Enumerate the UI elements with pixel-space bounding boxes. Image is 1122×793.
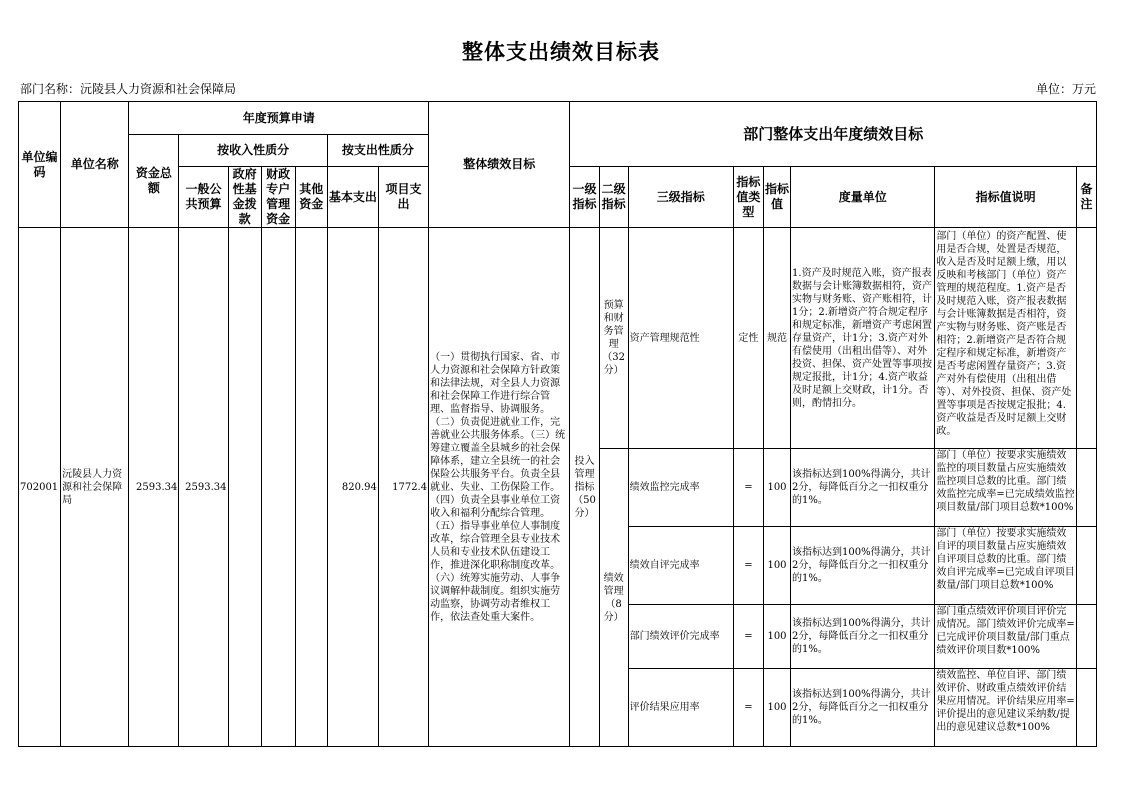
indicator-desc-text: 部门重点绩效评价项目评价完成情况。部门绩效评价完成率=已完成评价项目数量/部门重点绩效评价项目数*100% (936, 606, 1075, 656)
header-by-expense: 按支出性质分 (327, 135, 428, 167)
remark-cell (1076, 527, 1096, 605)
header-indicator-type: 指标值类型 (733, 167, 763, 228)
header-remark: 备注 (1076, 167, 1096, 228)
header-other-fund: 其他资金 (295, 167, 327, 228)
indicator-desc-cell (935, 527, 1076, 605)
header-indicator-value: 指标值 (763, 167, 790, 228)
lvl3-cell: 资产管理规范性 (628, 228, 733, 449)
header-gov-fund: 政府性基金拨款 (228, 167, 261, 228)
department-name: 部门名称：沅陵县人力资源和社会保障局 (20, 82, 237, 96)
special-fund-cell (261, 228, 295, 747)
lvl3-cell: 绩效监控完成率 (628, 449, 733, 527)
measure-unit-cell: 该指标达到100%得满分，共计2分，每降低百分之一扣权重分的1%。 (791, 669, 935, 747)
indicator-desc-text: 部门（单位）按要求实施绩效监控的项目数量占应实施绩效监控项目总数的比重。部门绩效监控完成率=已完成绩效监控项目数量/部门项目总数*100% (936, 450, 1075, 513)
header-unit-code: 单位编码 (19, 102, 61, 228)
unit-code-cell: 702001 (19, 228, 61, 747)
lvl2-cell: 绩效管理（8分） (599, 449, 628, 747)
indicator-type-cell: = (733, 669, 763, 747)
indicator-value-cell: 100 (763, 669, 790, 747)
header-annual-budget: 年度预算申请 (129, 102, 429, 135)
remark-cell (1076, 228, 1096, 449)
page-title: 整体支出绩效目标表 (462, 40, 660, 64)
lvl3-cell: 绩效自评完成率 (628, 527, 733, 605)
header-total-funds: 资金总额 (129, 135, 179, 228)
currency-unit: 单位：万元 (1035, 82, 1096, 96)
indicator-value-cell: 100 (763, 527, 790, 605)
indicator-type-cell: = (733, 605, 763, 669)
performance-table-wrapper (18, 101, 1097, 746)
header-lvl3: 三级指标 (628, 167, 733, 228)
indicator-value-cell: 规范 (763, 228, 790, 449)
measure-unit-span: 1.资产及时规范入账，资产报表数据与会计账簿数据相符，资产实物与财务账、资产账相符，计1分；2.新增资产符合规定程序和规定标准，新增资产考虑闲置存量资产，计1分；3.资产对外有偿使用（出租出借等）、对外投资、担保、资产处置等事项按规定报批，计1分；4.资产收益及时足额上交财政，计1分。否则，酌情扣分。 (792, 267, 933, 409)
header-general-budget: 一般公共预算 (179, 167, 228, 228)
header-special-fund: 财政专户管理资金 (261, 167, 295, 228)
indicator-type-cell: = (733, 449, 763, 527)
measure-unit-text (792, 229, 933, 447)
header-overall-goal: 整体绩效目标 (429, 102, 570, 228)
gov-fund-cell (228, 228, 261, 747)
indicator-desc-cell (935, 449, 1076, 527)
indicator-desc-text: 部门（单位）按要求实施绩效自评的项目数量占应实施绩效自评项目总数的比重。部门绩效自评完成率=已完成自评项目数量/部门项目总数*100% (936, 528, 1075, 591)
remark-cell (1076, 449, 1096, 527)
lvl2-cell: 预算和财务管理（32分） (599, 228, 628, 449)
overall-goal-cell: （一）贯彻执行国家、省、市人力资源和社会保障方针政策和法律法规，对全县人力资源和社会保障工作进行综合管理、监督指导、协调服务。（二）负责促进就业工作，完善就业公共服务体系。（三）统筹建立覆盖全县城乡的社会保障体系，建立全县统一的社会保险公共服务平台。负责全县就业、失业、工伤保险工作。（四）负责全县事业单位工资收入和福利分配综合管理。（五）指导事业单位人事制度改革，综合管理全县专业技术人员和专业技术队伍建设工作，推进深化职称制度改革。（六）统筹实施劳动、人事争议调解仲裁制度。组织实施劳动监察，协调劳动者维权工作，依法查处重大案件。 (429, 228, 570, 747)
indicator-desc-text: 部门（单位）的资产配置、使用是否合规，处置是否规范，收入是否及时足额上缴，用以反映和考核部门（单位）资产管理的规范程度。1.资产是否及时规范入账，资产报表数据与会计账簿数据是否相符，资产实物与财务账、资产账是否相符；2.新增资产是否符合规定程序和规定标准，新增资产是否考虑闲置存量资产；3.资产对外有偿使用（出租出借等）、对外投资、担保、资产处置等事项是否按规定报批；4.资产收益是否及时足额上交财政。 (936, 231, 1072, 437)
lvl3-cell: 部门绩效评价完成率 (628, 605, 733, 669)
lvl3-cell: 评价结果应用率 (628, 669, 733, 747)
other-fund-cell (295, 228, 327, 747)
project-expense-cell: 1772.4 (378, 228, 428, 747)
general-budget-cell: 2593.34 (179, 228, 228, 747)
header-indicator-desc: 指标值说明 (935, 167, 1076, 228)
header-unit-name: 单位名称 (61, 102, 129, 228)
header-lvl2: 二级指标 (599, 167, 628, 228)
measure-unit-cell: 该指标达到100%得满分，共计2分，每降低百分之一扣权重分的1%。 (791, 605, 935, 669)
indicator-value-cell: 100 (763, 449, 790, 527)
performance-table (18, 101, 1097, 747)
remark-cell (1076, 605, 1096, 669)
basic-expense-cell: 820.94 (327, 228, 378, 747)
indicator-desc-cell (935, 605, 1076, 669)
indicator-type-cell: = (733, 527, 763, 605)
unit-name-cell: 沅陵县人力资源和社会保障局 (61, 228, 129, 747)
measure-unit-cell: 该指标达到100%得满分，共计2分，每降低百分之一扣权重分的1%。 (791, 527, 935, 605)
header-project-expense: 项目支出 (378, 167, 428, 228)
measure-unit-cell (791, 228, 935, 449)
measure-unit-cell: 该指标达到100%得满分，共计2分，每降低百分之一扣权重分的1%。 (791, 449, 935, 527)
lvl1-cell: 投入管理指标（50分） (570, 228, 599, 747)
indicator-desc-cell (935, 228, 1076, 449)
indicator-type-cell: 定性 (733, 228, 763, 449)
header-by-income: 按收入性质分 (179, 135, 327, 167)
header-dept-goal: 部门整体支出年度绩效目标 (570, 102, 1097, 167)
indicator-value-cell: 100 (763, 605, 790, 669)
header-basic-expense: 基本支出 (327, 167, 378, 228)
header-measure-unit: 度量单位 (791, 167, 935, 228)
header-lvl1: 一级指标 (570, 167, 599, 228)
total-funds-cell: 2593.34 (129, 228, 179, 747)
remark-cell (1076, 669, 1096, 747)
indicator-desc-cell (935, 669, 1076, 747)
indicator-desc-text: 绩效监控、单位自评、部门绩效评价、财政重点绩效评价结果应用情况。评价结果应用率=评价提出的意见建议采纳数/提出的意见建议总数*100% (936, 670, 1075, 733)
